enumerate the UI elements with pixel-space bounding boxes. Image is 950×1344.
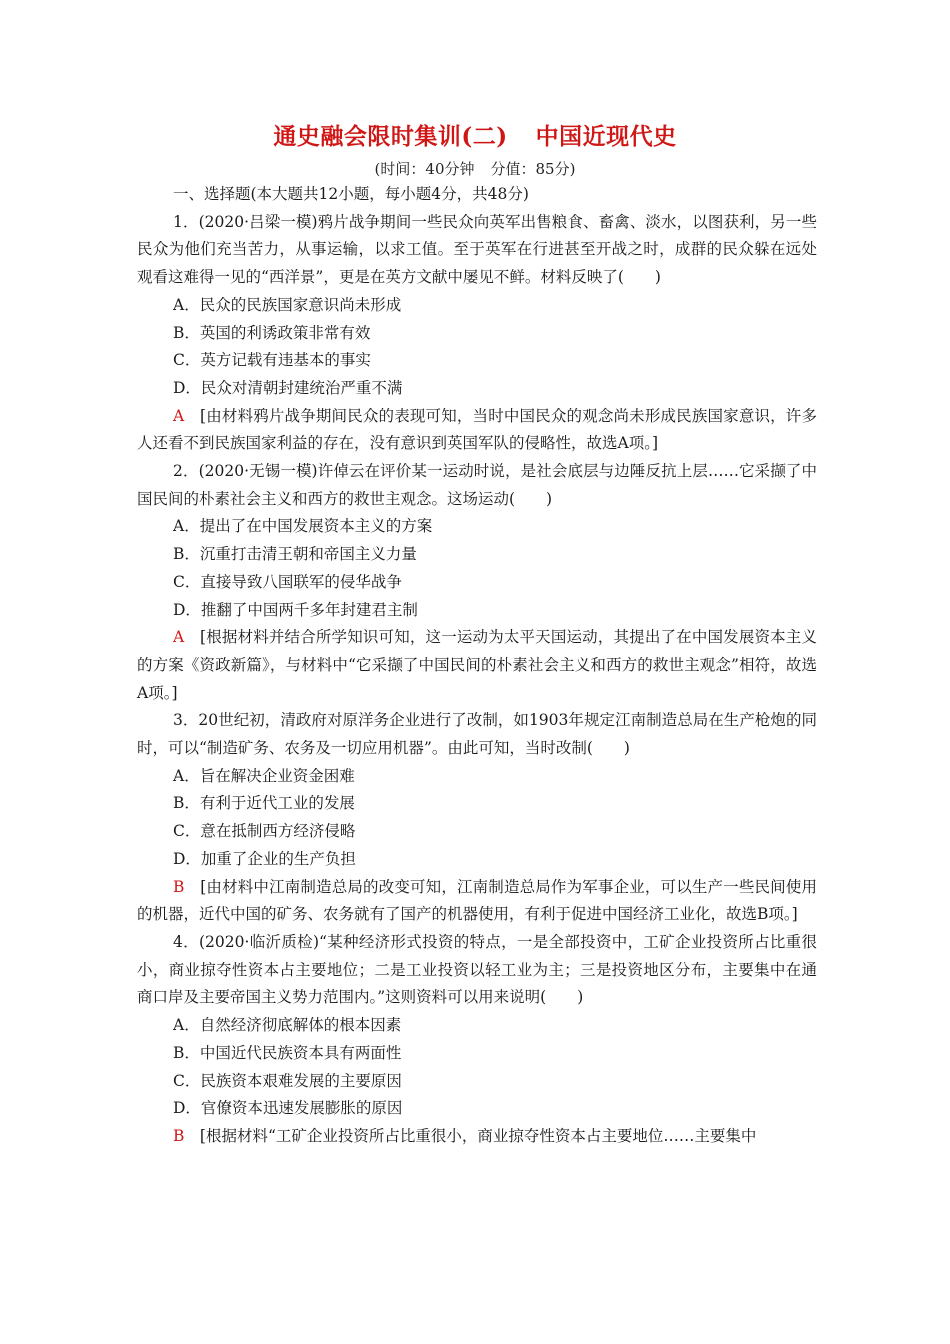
option-d: D．推翻了中国两千多年封建君主制 xyxy=(173,600,418,619)
explanation-text: [由材料中江南制造总局的改变可知，江南制造总局作为军事企业，可以生产一些民间使用的机器，近代中国的矿务、农务就有了国产的机器使用，有利于促进中国经济工业化，故选B项。] xyxy=(137,877,817,924)
answer-explanation xyxy=(137,624,817,707)
answer-explanation xyxy=(137,1123,817,1151)
document-body xyxy=(137,181,817,1151)
option-a: A．提出了在中国发展资本主义的方案 xyxy=(173,517,433,536)
answer-explanation xyxy=(137,403,817,458)
answer-letter: A xyxy=(173,628,185,647)
answer-letter: B xyxy=(173,1126,185,1145)
option-d: D．加重了企业的生产负担 xyxy=(173,849,356,868)
total-score: 分值：85分) xyxy=(490,160,576,178)
question-3 xyxy=(137,707,817,929)
question-stem: 4．(2020·临沂质检)“某种经济形式投资的特点，一是全部投资中，工矿企业投资所占比重很小，商业掠夺性资本占主要地位；二是工业投资以轻工业为主；三是投资地区分布，主要集中在通商口岸及主要帝国主义势力范围内。”这则资料可以用来说明( ) xyxy=(137,932,817,1007)
question-stem: 3．20世纪初，清政府对原洋务企业进行了改制，如1903年规定江南制造总局在生产枪炮的同时，可以“制造矿务、农务及一切应用机器”。由此可知，当时改制( ) xyxy=(137,711,817,758)
title-sub: 中国近现代史 xyxy=(535,123,677,150)
option-d: D．官僚资本迅速发展膨胀的原因 xyxy=(173,1099,403,1118)
option-a: A．自然经济彻底解体的根本因素 xyxy=(173,1016,402,1035)
option-c: C．意在抵制西方经济侵略 xyxy=(173,822,356,841)
option-b: B．中国近代民族资本具有两面性 xyxy=(173,1043,402,1062)
page-title xyxy=(0,118,950,151)
option-d: D．民众对清朝封建统治严重不满 xyxy=(173,378,403,397)
option-c: C．民族资本艰难发展的主要原因 xyxy=(173,1071,402,1090)
time-limit: (时间：40分钟 xyxy=(374,160,475,178)
option-c: C．英方记载有违基本的事实 xyxy=(173,351,371,370)
question-1 xyxy=(137,209,817,458)
option-c: C．直接导致八国联军的侵华战争 xyxy=(173,572,402,591)
option-b: B．英国的利诱政策非常有效 xyxy=(173,323,371,342)
exam-meta xyxy=(0,158,950,179)
answer-letter: A xyxy=(173,406,185,425)
question-stem: 1．(2020·吕梁一模)鸦片战争期间一些民众向英军出售粮食、畜禽、淡水，以图获利，另一些民众为他们充当苦力，从事运输，以求工值。至于英军在行进甚至开战之时，成群的民众躲在远处观看这难得一见的“西洋景”，更是在英方文献中屡见不鲜。材料反映了( ) xyxy=(137,212,817,287)
answer-explanation xyxy=(137,874,817,929)
explanation-text: [根据材料并结合所学知识可知，这一运动为太平天国运动，其提出了在中国发展资本主义的方案《资政新篇》，与材料中“它采撷了中国民间的朴素社会主义和西方的救世主观念”相符，故选A项。] xyxy=(137,628,817,702)
question-2 xyxy=(137,458,817,707)
explanation-text: [由材料鸦片战争期间民众的表现可知，当时中国民众的观念尚未形成民族国家意识，许多人还看不到民族国家利益的存在，没有意识到英国军队的侵略性，故选A项。] xyxy=(137,406,817,453)
option-a: A．民众的民族国家意识尚未形成 xyxy=(173,295,402,314)
question-stem: 2．(2020·无锡一模)许倬云在评价某一运动时说，是社会底层与边陲反抗上层……它采撷了中国民间的朴素社会主义和西方的救世主观念。这场运动( ) xyxy=(137,462,817,508)
explanation-text: [根据材料“工矿企业投资所占比重很小，商业掠夺性资本占主要地位……主要集中 xyxy=(199,1126,757,1145)
question-4 xyxy=(137,929,817,1151)
option-b: B．沉重打击清王朝和帝国主义力量 xyxy=(173,545,417,564)
option-a: A．旨在解决企业资金困难 xyxy=(173,766,355,785)
option-b: B．有利于近代工业的发展 xyxy=(173,794,355,813)
title-main: 通史融会限时集训(二) xyxy=(273,123,508,150)
answer-letter: B xyxy=(173,877,185,896)
section-heading: 一、选择题(本大题共12小题，每小题4分，共48分) xyxy=(173,185,529,203)
